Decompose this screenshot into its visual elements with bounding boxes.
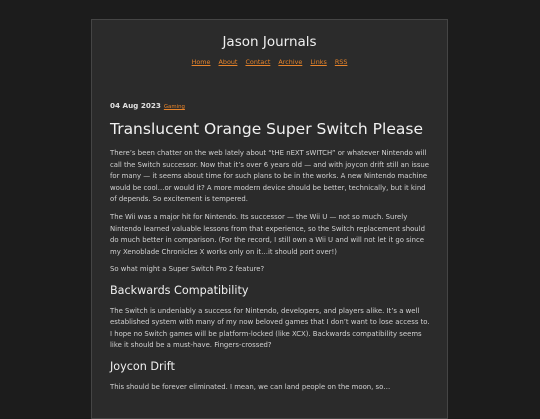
paragraph-backwards: The Switch is undeniably a success for Nintendo, developers, and players alike. It’s a well established system with many of my now beloved games that I don’t want to lose access to. I hope no Switch games will be platform-locked (like XCX). Backwards compatibility seems like it should be a must-have. Fingers-crossed? [110, 306, 430, 350]
nav-rss-link[interactable]: RSS [334, 58, 348, 66]
nav-contact-link[interactable]: Contact [245, 58, 271, 66]
heading-joycon-drift: Joycon Drift [110, 359, 175, 373]
nav-about-link[interactable]: About [218, 58, 238, 66]
post-body [110, 148, 432, 399]
paragraph-joycon: This should be forever eliminated. I mean, we can land people on the moon, so… [110, 382, 391, 391]
page-container [91, 19, 448, 419]
post-date: 04 Aug 2023 [110, 101, 161, 110]
nav-bar [92, 58, 447, 66]
heading-backwards-compatibility: Backwards Compatibility [110, 283, 249, 297]
nav-archive-link[interactable]: Archive [278, 58, 303, 66]
paragraph-wii: The Wii was a major hit for Nintendo. Its successor — the Wii U — not so much. Surely Nintendo learned valuable lessons from that experience, so the Switch replacement should do much better in comparison. (For the record, I still own a Wii U and will not let it go since my Xenoblade Chronicles X works only on it…it should port over!) [110, 212, 425, 256]
post-meta [110, 101, 185, 110]
post-title: Translucent Orange Super Switch Please [110, 120, 423, 138]
nav-home-link[interactable]: Home [191, 58, 211, 66]
site-title[interactable]: Jason Journals [222, 34, 317, 50]
post-tag-link[interactable]: Gaming [163, 104, 185, 110]
paragraph-question: So what might a Super Switch Pro 2 feature? [110, 265, 265, 274]
paragraph-intro: There’s been chatter on the web lately about “tHE nEXT sWITCH” or whatever Nintendo will call the Switch successor. Now that it’s over 6 years old — and with joycon drift still an issue for many — it seems about time for such plans to be in the works. A new Nintendo machine would be cool…or would it? A more modern device should be better, technically, but it kind of depends. So excitement is tempered. [110, 149, 430, 204]
nav-links-link[interactable]: Links [310, 58, 327, 66]
